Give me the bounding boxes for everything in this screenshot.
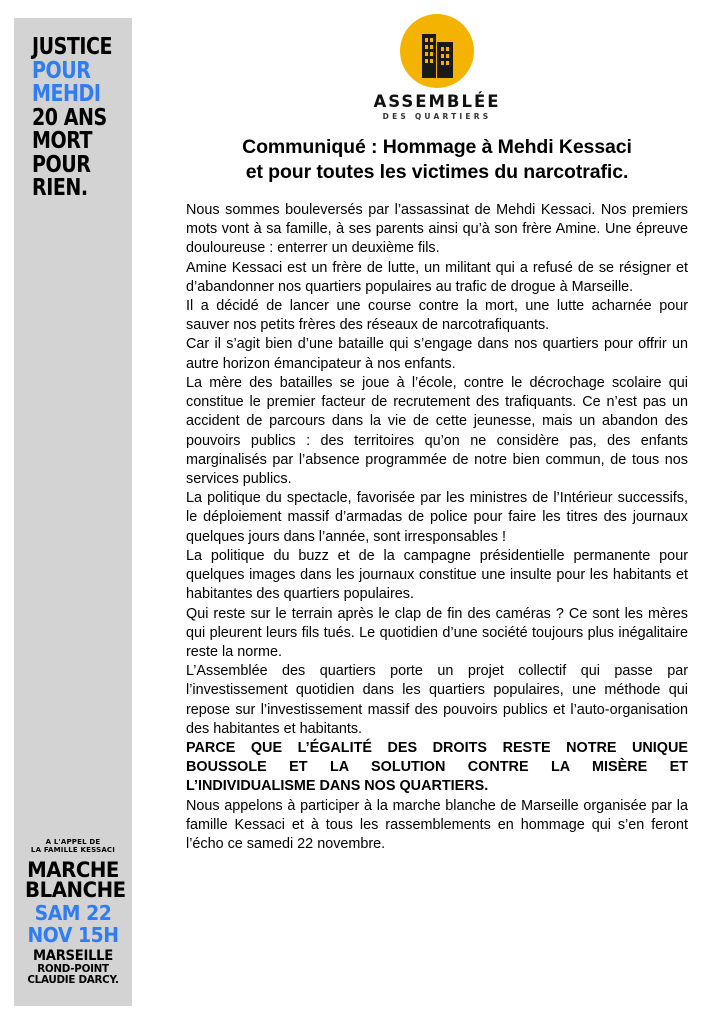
poster-appel-line1: A L'APPEL DE xyxy=(45,837,101,846)
paragraph-2: Amine Kessaci est un frère de lutte, un militant qui a refusé de se résigner et d’abandonner nos quartiers populaires au trafic de drogue à Marseille. xyxy=(186,259,688,295)
poster-place xyxy=(25,949,121,986)
poster-headline-block xyxy=(22,36,124,201)
logo-title: ASSEMBLÉE xyxy=(373,92,501,111)
page-title-line2: et pour toutes les victimes du narcotrafic. xyxy=(245,160,629,183)
poster-marche-line2: BLANCHE xyxy=(25,877,126,902)
poster-appel-line2: LA FAMILLE KESSACI xyxy=(30,846,116,855)
poster-date-line2: NOV 15H xyxy=(27,922,119,947)
poster-line-pour: POUR xyxy=(32,57,91,84)
logo-subtitle: DES QUARTIERS xyxy=(382,112,492,121)
poster-place-line3: CLAUDIE DARCY. xyxy=(27,973,119,987)
paragraph-10-emphasis: PARCE QUE L’ÉGALITÉ DES DROITS RESTE NOTRE UNIQUE BOUSSOLE ET LA SOLUTION CONTRE LA MISÈRE ET L’INDIVIDUALISME DANS NOS QUARTIERS. xyxy=(186,740,688,795)
communique-content xyxy=(160,0,724,1024)
paragraph-3: Il a décidé de lancer une course contre la mort, une lutte acharnée pour sauver nos petits frères des réseaux de narcotrafiquants. xyxy=(186,298,688,334)
paragraph-1: Nous sommes bouleversés par l’assassinat de Mehdi Kessaci. Nos premiers mots vont à sa famille, à ses parents ainsi qu’à son frère Amine. Une épreuve douloureuse : enterrer un deuxième fils. xyxy=(186,201,688,257)
paragraph-6: La politique du spectacle, favorisée par les ministres de l’Intérieur successifs, le déploiement massif d’armadas de police pour faire les titres des journaux quelques jours dans l’année, sont irresponsables ! xyxy=(186,490,688,545)
poster-place-line2: ROND-POINT xyxy=(37,961,109,975)
poster-appel xyxy=(22,838,124,856)
communique-body xyxy=(186,201,688,854)
poster-line-justice: JUSTICE xyxy=(32,34,113,60)
poster-date-line1: SAM 22 xyxy=(34,900,112,925)
poster-march-block xyxy=(22,838,124,992)
poster-column xyxy=(0,0,160,1024)
paragraph-11: Nous appelons à participer à la marche blanche de Marseille organisée par la famille Kessaci et à tous les rassemblements en hommage qui s’en feront l’écho ce samedi 22 novembre. xyxy=(186,797,688,853)
poster-line-mehdi: MEHDI xyxy=(32,81,101,108)
paragraph-5: La mère des batailles se joue à l’école, contre le décrochage scolaire qui constitue le premier facteur de recrutement des trafiquants. Ce n’est pas un accident de parcours dans la vie de cette jeunesse, mais un abandon des pouvoirs publics : des territoires qu’on ne considère pas, des enfants marginalisés par l’absence programmée de notre bien commun, de tous nos services publics. xyxy=(186,374,688,487)
poster-line-rien: RIEN. xyxy=(32,175,88,202)
page-title-line1: Communiqué : Hommage à Mehdi Kessaci xyxy=(242,136,632,158)
buildings-icon xyxy=(400,14,474,88)
poster-line-pour-2: POUR xyxy=(32,151,91,178)
justice-poster xyxy=(14,18,132,1006)
organization-logo xyxy=(186,14,688,121)
page-title xyxy=(186,135,688,185)
paragraph-7: La politique du buzz et de la campagne présidentielle permanente pour quelques images dans les journaux constitue une insulte pour les habitants et habitantes des quartiers populaires. xyxy=(186,547,688,603)
poster-place-line1: MARSEILLE xyxy=(32,947,113,964)
poster-marche-line1: MARCHE xyxy=(27,858,119,883)
poster-line-mort: MORT xyxy=(32,128,92,155)
poster-line-20ans: 20 ANS xyxy=(32,104,107,131)
paragraph-9: L’Assemblée des quartiers porte un projet collectif qui passe par l’investissement quotidien dans les quartiers populaires, une méthode qui repose sur l’investissement massif des pouvoirs publics et l’auto-organisation des habitantes et habitants. xyxy=(186,663,688,737)
paragraph-8: Qui reste sur le terrain après le clap de fin des caméras ? Ce sont les mères qui pleurent leurs fils tués. Le quotidien d’une société toujours plus inégalitaire reste la norme. xyxy=(186,605,688,660)
paragraph-4: Car il s’agit bien d’une bataille qui s’engage dans nos quartiers pour offrir un autre horizon émancipateur à nos enfants. xyxy=(186,336,688,372)
